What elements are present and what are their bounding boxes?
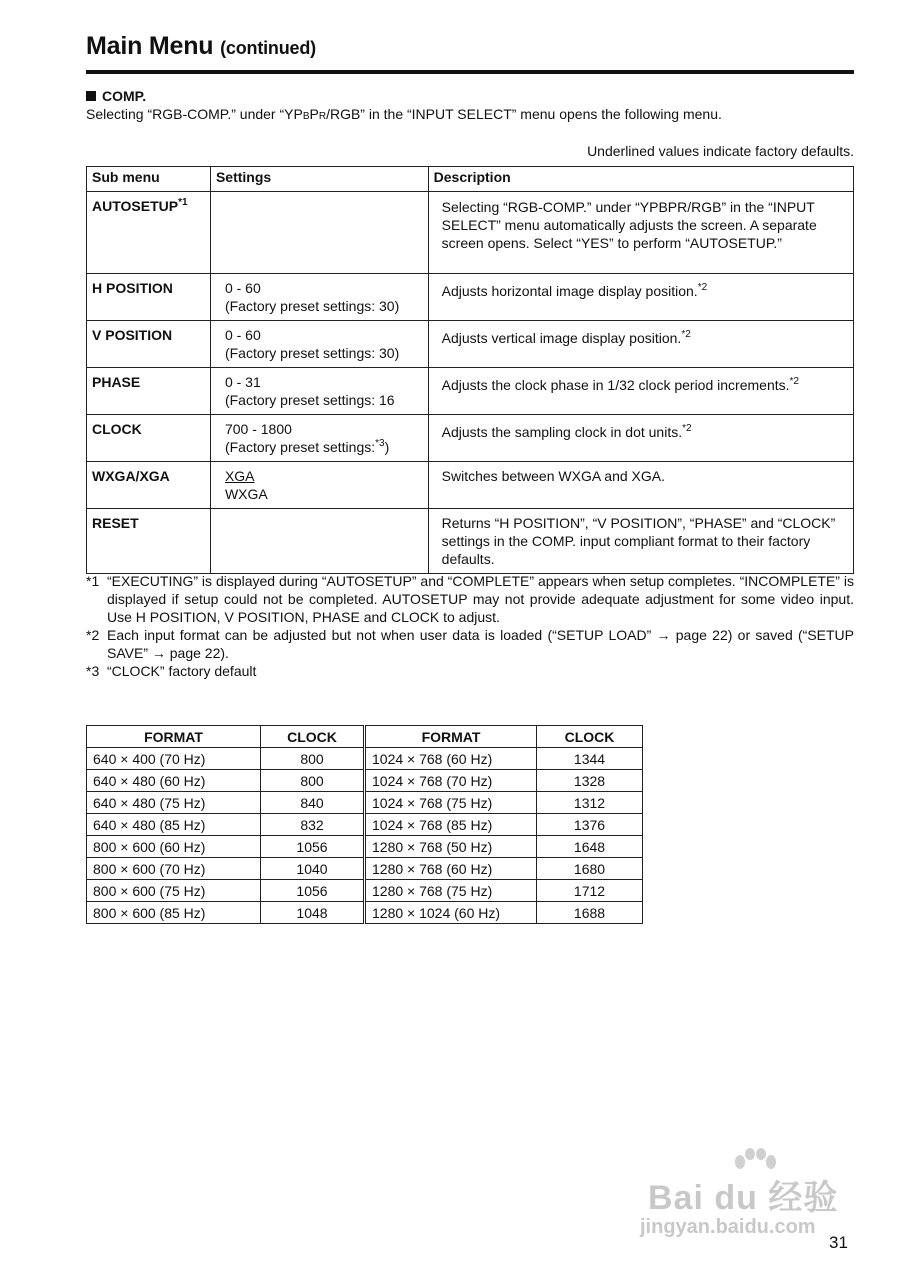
watermark-url: jingyan.baidu.com xyxy=(640,1216,816,1238)
sub-menu-cell: PHASE xyxy=(87,368,211,415)
table-row xyxy=(87,880,643,902)
description-cell: Adjusts the clock phase in 1/32 clock period increments.$^{*2}$ xyxy=(428,368,853,415)
header-clock: CLOCK xyxy=(261,726,365,748)
table-header-row xyxy=(87,167,854,192)
format-cell: 640 × 480 (75 Hz) xyxy=(87,792,261,814)
clock-cell: 800 xyxy=(261,770,365,792)
table-header-row xyxy=(87,726,643,748)
page-number: 31 xyxy=(829,1233,848,1252)
format-cell: 1024 × 768 (60 Hz) xyxy=(365,748,537,770)
square-bullet-icon xyxy=(86,91,96,101)
header-sub-menu: Sub menu xyxy=(87,167,211,192)
footnote: *2 Each input format can be adjusted but not when user data is loaded (“SETUP LOAD” → page 22) or saved (“SETUP SAVE” → page 22). xyxy=(86,627,854,661)
format-cell: 800 × 600 (70 Hz) xyxy=(87,858,261,880)
page-title: Main Menu (continued) xyxy=(86,32,316,60)
settings-cell xyxy=(210,509,428,574)
clock-table xyxy=(86,725,643,924)
header-format: FORMAT xyxy=(365,726,537,748)
table-row xyxy=(87,192,854,274)
settings-cell: XGA WXGA xyxy=(210,462,428,509)
clock-cell: 1328 xyxy=(537,770,643,792)
clock-cell: 1712 xyxy=(537,880,643,902)
format-cell: 800 × 600 (75 Hz) xyxy=(87,880,261,902)
table-row xyxy=(87,415,854,462)
header-settings: Settings xyxy=(210,167,428,192)
clock-cell: 1312 xyxy=(537,792,643,814)
settings-cell xyxy=(210,192,428,274)
sub-menu-cell: H POSITION xyxy=(87,274,211,321)
description-cell: Returns “H POSITION”, “V POSITION”, “PHASE” and “CLOCK” settings in the COMP. input compliant format to their factory defaults. xyxy=(428,509,853,574)
table-row xyxy=(87,836,643,858)
clock-cell: 1376 xyxy=(537,814,643,836)
settings-cell: 700 - 1800 (Factory preset settings:$^{*3}$) xyxy=(210,415,428,462)
sub-menu-cell: CLOCK xyxy=(87,415,211,462)
description-cell: Adjusts the sampling clock in dot units.$^{*2}$ xyxy=(428,415,853,462)
sub-menu-cell: V POSITION xyxy=(87,321,211,368)
clock-cell: 1056 xyxy=(261,880,365,902)
table-row xyxy=(87,792,643,814)
table-row xyxy=(87,509,854,574)
table-row xyxy=(87,748,643,770)
table-row xyxy=(87,858,643,880)
description-cell: Adjusts horizontal image display position.$^{*2}$ xyxy=(428,274,853,321)
title-rule xyxy=(86,70,854,74)
format-cell: 800 × 600 (85 Hz) xyxy=(87,902,261,924)
table-row xyxy=(87,770,643,792)
header-description: Description xyxy=(428,167,853,192)
header-clock: CLOCK xyxy=(537,726,643,748)
intro-text: Selecting “RGB-COMP.” under “YPBPR/RGB” in the “INPUT SELECT” menu opens the following menu. xyxy=(86,106,722,122)
format-cell: 1024 × 768 (85 Hz) xyxy=(365,814,537,836)
clock-cell: 800 xyxy=(261,748,365,770)
settings-cell: 0 - 60 (Factory preset settings: 30) xyxy=(210,321,428,368)
table-row xyxy=(87,902,643,924)
clock-cell: 1344 xyxy=(537,748,643,770)
clock-cell: 832 xyxy=(261,814,365,836)
page-subtitle: (continued) xyxy=(220,38,316,58)
clock-cell: 1648 xyxy=(537,836,643,858)
clock-cell: 1680 xyxy=(537,858,643,880)
format-cell: 1280 × 768 (50 Hz) xyxy=(365,836,537,858)
table-row xyxy=(87,368,854,415)
format-cell: 1280 × 768 (75 Hz) xyxy=(365,880,537,902)
clock-cell: 1688 xyxy=(537,902,643,924)
settings-cell: 0 - 60 (Factory preset settings: 30) xyxy=(210,274,428,321)
table-row xyxy=(87,462,854,509)
format-cell: 640 × 400 (70 Hz) xyxy=(87,748,261,770)
watermark-logo: Bai du 经验 xyxy=(648,1179,839,1217)
baidu-watermark xyxy=(640,1148,860,1248)
factory-default-value: XGA xyxy=(224,468,255,484)
clock-cell: 1048 xyxy=(261,902,365,924)
format-cell: 640 × 480 (60 Hz) xyxy=(87,770,261,792)
footnote: *3 “CLOCK” factory default xyxy=(86,663,257,679)
format-cell: 640 × 480 (85 Hz) xyxy=(87,814,261,836)
footnote: *1 “EXECUTING” is displayed during “AUTOSETUP” and “COMPLETE” appears when setup completes. “INCOMPLETE” is displayed if setup could not be completed. AUTOSETUP may not provide adequate adjustment for some video input. Use H POSITION, V POSITION, PHASE and CLOCK to adjust. xyxy=(86,573,854,625)
section-heading: COMP. xyxy=(86,88,146,104)
table-row xyxy=(87,321,854,368)
clock-cell: 1040 xyxy=(261,858,365,880)
table-row xyxy=(87,274,854,321)
description-cell: Switches between WXGA and XGA. xyxy=(428,462,853,509)
clock-cell: 840 xyxy=(261,792,365,814)
format-cell: 1024 × 768 (75 Hz) xyxy=(365,792,537,814)
footnotes xyxy=(86,572,854,680)
sub-menu-cell: WXGA/XGA xyxy=(87,462,211,509)
settings-cell: 0 - 31 (Factory preset settings: 16 xyxy=(210,368,428,415)
header-format: FORMAT xyxy=(87,726,261,748)
defaults-note: Underlined values indicate factory defaults. xyxy=(587,143,854,159)
sub-menu-cell: RESET xyxy=(87,509,211,574)
format-cell: 1280 × 1024 (60 Hz) xyxy=(365,902,537,924)
format-cell: 1280 × 768 (60 Hz) xyxy=(365,858,537,880)
clock-cell: 1056 xyxy=(261,836,365,858)
menu-table xyxy=(86,166,854,574)
description-cell: Adjusts vertical image display position.$^{*2}$ xyxy=(428,321,853,368)
table-row xyxy=(87,814,643,836)
description-cell: Selecting “RGB-COMP.” under “YPBPR/RGB” in the “INPUT SELECT” menu automatically adjusts the screen. A separate screen opens. Select “YES” to perform “AUTOSETUP.” xyxy=(428,192,853,274)
sub-menu-cell: AUTOSETUP$^{*1}$ xyxy=(87,192,211,274)
format-cell: 1024 × 768 (70 Hz) xyxy=(365,770,537,792)
format-cell: 800 × 600 (60 Hz) xyxy=(87,836,261,858)
